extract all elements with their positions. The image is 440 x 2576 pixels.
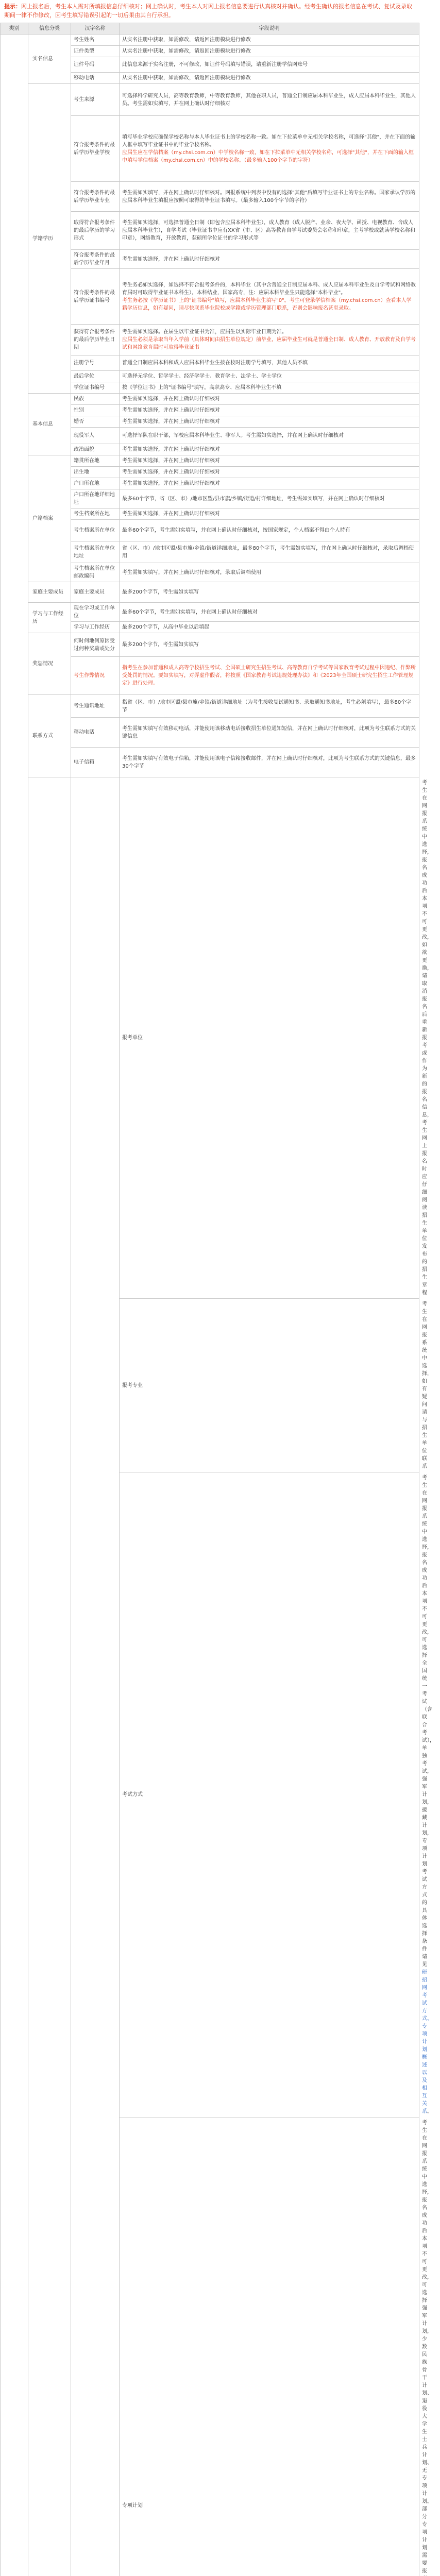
field-name: 获得符合报考条件的最后学历毕业日期 xyxy=(71,325,120,355)
field-desc: 考生需如实选择，并在网上确认时仔细核对 xyxy=(120,394,419,405)
desc-part: 考生在网报系统中选择，报名成功后本项不可更改，可选择全国统一考试（含联合考试），单独考试，强军计划，援藏计划，专项计划考试方式的具体选择条件请见 xyxy=(422,1475,435,1968)
field-desc xyxy=(120,657,419,695)
group-education: 学籍学历 xyxy=(28,84,71,394)
table-row xyxy=(1,582,419,603)
field-desc: 可选择无学位、哲学学士、经济学学士、教育学士、法学士、学士学位 xyxy=(120,371,419,382)
field-name: 性别 xyxy=(71,405,120,416)
field-desc: 省（区、市）/地市区盟/县市旗/乡镇/街道详细地址，最多80个字节，考生需如实填写，并在网上确认时仔细核对，录取后调档使用 xyxy=(120,541,419,563)
field-name: 符合报考条件的最后学历证书编号 xyxy=(71,269,120,325)
field-name: 报考单位 xyxy=(120,777,419,1299)
field-desc: 最多60个字节，考生需如实填写，并在网上确认时仔细核对 xyxy=(120,603,419,622)
desc-highlight: 应届生应在学信档案（my.chsi.com.cn）中学校名称一致，如在下拉菜单中无相关学校名称，可选择"其他"，并在下面的输入框中填写学信档案（my.chsi.com.cn）中的学校名称。（最多输入100个字节的字符） xyxy=(122,149,414,163)
table-row: 报考单位 考生在网报系统中选择，报名成功后本项不可更改，如欲更换，请取消报名后重新报考或作为新的报名信息，考生网上报名时应仔细阅读招生单位发布的招生章程 xyxy=(1,777,419,1299)
field-desc: 考生需如实填写有效移动电话，并能使用该移动电话接收招生单位通知短信，并在网上确认时仔细核对，此项为考生联系方式的关键信息 xyxy=(120,718,419,748)
col-header-desc: 字段说明 xyxy=(120,23,419,35)
table-header-row xyxy=(1,23,419,35)
field-name: 现在学习或工作单位 xyxy=(71,603,120,622)
field-name: 电子信箱 xyxy=(71,748,120,777)
field-desc: 考生需如实填写有效电子信箱，并能使用该电子信箱接收邮件，并在网上确认时仔细核对，此项为考生联系方式的关键信息，最多30个字节 xyxy=(120,748,419,777)
field-name: 证件号码 xyxy=(71,57,120,73)
field-desc: 考生需如实填写，并在网上确认时仔细核对，录取后调档使用 xyxy=(120,563,419,582)
field-desc: 考生需如实填写，并在网上确认时仔细核对。网报系统中列表中没有的选择"其他"后填写毕业证书上的专业名称。国家承认学历的应届本科毕业生填报应按照可取得的毕业证书填写。（最多输入100个字节的字符） xyxy=(120,182,419,212)
table-row xyxy=(1,633,419,657)
desc-part: 要如实填写，对弄虚作假者，将按照《国家教育考试违规处理办法》和《2023年全国硕士研究生招生工作管理规定》进行处理。 xyxy=(122,673,414,687)
field-desc: 从实名注册中获取，如需修改，请返回注册模块进行修改 xyxy=(120,35,419,46)
field-desc xyxy=(120,325,419,355)
field-name: 户口所在地详细地址 xyxy=(71,489,120,509)
field-name: 现役军人 xyxy=(71,428,120,444)
field-name: 考生档案所在单位 xyxy=(71,520,120,541)
field-name: 考生来源 xyxy=(71,84,120,116)
field-name: 考生通讯地址 xyxy=(71,695,120,718)
field-name: 政治面貌 xyxy=(71,444,120,455)
field-name: 婚否 xyxy=(71,416,120,428)
field-desc: 考生需如实选择，并在网上确认时仔细核对 xyxy=(120,455,419,467)
field-name: 移动电话 xyxy=(71,718,120,748)
col-header-field: 汉字名称 xyxy=(71,23,120,35)
field-name: 考生档案所在单位邮政编码 xyxy=(71,563,120,582)
group-basic: 基本信息 xyxy=(28,394,71,455)
desc-part: 考生务必如实选择，如选择不符合报考条件的，本科毕业（其中含普通全日制应届本科、成人应届本科毕业生及自学考试和网络教育届时可取得毕业证书本科生），本科结业，国家高专，注：应届本科毕业生只能选择"本科毕业"。 xyxy=(122,282,416,296)
notice-label: 提示： xyxy=(4,3,21,10)
field-desc: 可选择军队在职干部，军校应届本科毕业生、非军人。考生需如实选择，并在网上确认时仔细核对 xyxy=(120,428,419,444)
table-row: 报考专业 考生在网报系统中选择，如有疑问请与招生单位联系 xyxy=(1,1299,419,1472)
field-desc: 最多60个字节，考生需如实填写，并在网上确认时仔细核对，按国家规定，个人档案不得由个人持有 xyxy=(120,520,419,541)
field-name: 专项计划 xyxy=(120,2117,419,2576)
field-desc: 考生需如实选择，并在网上确认时仔细核对 xyxy=(120,416,419,428)
table-row xyxy=(1,603,419,622)
desc-highlight: 考生务必按《学历证书》上的"证书编号"填写，应届本科毕业生填写"0"。考生可登录学信档案（my.chsi.com.cn）查看本人学籍学历信息，如有疑问，请尽快联系毕业院校或学籍或学历管理部门联系，否则会影响报名甚至录取。 xyxy=(122,297,412,311)
desc-part: 考生在网报系统中选择，报名成功后本项不可更改，可选择强军计划，少数民族骨干计划、退役大学生士兵计划、无专项计划。部分专项计划需要报 xyxy=(422,2120,432,2574)
field-name: 考试方式 xyxy=(120,1472,419,2117)
field-name: 报考专业 xyxy=(120,1299,419,1472)
group-experience: 学习与工作经历 xyxy=(28,603,71,633)
field-desc: 考生需如实选择，并在网上确认时仔细核对 xyxy=(120,250,419,269)
field-desc: 考生需如实选择，并在网上确认时仔细核对 xyxy=(120,478,419,489)
field-name: 移动电话 xyxy=(71,73,120,84)
field-desc: 从实名注册中获取，如需修改，请返回注册模块进行修改 xyxy=(120,46,419,57)
group-household: 户籍档案 xyxy=(28,455,71,582)
field-desc xyxy=(120,269,419,325)
col-header-group: 信息分类 xyxy=(28,23,71,35)
field-name: 家庭主要成员 xyxy=(71,582,120,603)
field-name: 取得符合报考条件的最后学历的学习形式 xyxy=(71,212,120,250)
overview-link[interactable]: 研招网考试方式、专项计划概述以及相互关系 xyxy=(422,1970,432,2115)
field-name: 何时何地何原因受过何种奖励或处分 xyxy=(71,633,120,657)
desc-part: 填写毕业学校应确保学校名称与本人毕业证书上的学校名称一致。如在下拉菜单中无相关学校名称，可选择"其他"，并在下面的输入框中填写毕业证书中的毕业学校名称。 xyxy=(122,134,416,148)
table-row xyxy=(1,695,419,718)
category-application xyxy=(28,777,71,2576)
field-name: 民族 xyxy=(71,394,120,405)
field-desc: 普通全日制应届本科和成人应届本科毕业生按在校时注册学号填写，其他人员不填 xyxy=(120,355,419,371)
field-desc: 指省（区、市）/地市区盟/县市旗/乡镇/街道详细地址（为考生接收复试通知书、录取通知书地址，考生必须填写），最多80个字节 xyxy=(120,695,419,718)
group-realname: 实名信息 xyxy=(28,35,71,84)
notice-text: 网上报名后，考生本人需对所填报信息仔细核对；网上确认时，考生本人对网上报名信息要进行认真核对并确认。经考生确认的报名信息在考试、复试及录取期间一律不作修改，因考生填写错误引起的一切后果由其自行承担。 xyxy=(4,3,412,19)
field-name: 符合报考条件的最后学历毕业年月 xyxy=(71,250,120,269)
field-name: 注册学号 xyxy=(71,355,120,371)
field-name: 证件类型 xyxy=(71,46,120,57)
field-name: 户口所在地 xyxy=(71,478,120,489)
field-desc: 可选择科学研究人员，高等教育教师，中等教育教师，其他在职人员，普通全日制应届本科毕业生，成人应届本科毕业生，其他人员。考生需如实填写，并在网上确认时仔细核对 xyxy=(120,84,419,116)
field-name: 最后学位 xyxy=(71,371,120,382)
desc-part: 指考生在参加普通和成人高等学校招生考试、全国硕士研究生招生考试、高等教育自学考试等国家教育考试过程中因违纪、作弊所受处罚的情况。 xyxy=(122,665,416,679)
table-row xyxy=(1,394,419,405)
field-desc: 最多200个字节，从高中毕业以后填起 xyxy=(120,622,419,633)
table-row xyxy=(1,455,419,467)
field-desc: 考生需如实选择，并在网上确认时仔细核对 xyxy=(120,467,419,478)
notice-banner xyxy=(0,0,419,23)
field-name: 符合报考条件的最后学历毕业专业 xyxy=(71,182,120,212)
desc-part: 考生需如实选择。在届生以毕业证书为准，应届生以实际毕业日期为准。 xyxy=(122,329,287,335)
table-row xyxy=(1,35,419,46)
field-desc: 此信息来源于实名注册，不可修改，如证件号码填写错误，请重新注册学信网账号 xyxy=(120,57,419,73)
field-name: 考生档案所在单位地址 xyxy=(71,541,120,563)
field-name: 考生档案所在地 xyxy=(71,509,120,520)
group-contact: 联系方式 xyxy=(28,695,71,777)
field-name: 籍贯所在地 xyxy=(71,455,120,467)
desc-highlight: 应届生必须是录取当年入学前（具体时间由招生单位规定）前毕业，应届毕业生可就是普通全日制、成人教育、开放教育及自学考试和网络教育届时可取得毕业证书 xyxy=(122,337,416,351)
field-desc: 考生需如实选择，并在网上确认时仔细核对 xyxy=(120,405,419,416)
field-table xyxy=(0,23,435,2576)
field-desc: 按《学位证书》上的"证书编号"填写，高职高专、应届本科毕业生不填 xyxy=(120,382,419,394)
group-awards: 奖惩情况 xyxy=(28,633,71,695)
field-desc: 最多200个字节，考生需如实填写 xyxy=(120,582,419,603)
category-candidate xyxy=(1,35,28,2576)
field-name: 学位证书编号 xyxy=(71,382,120,394)
field-desc: 最多60个字节，省（区、市）/地市区盟/县市旗/乡镇/街道/村详细地址，考生需如实填写，并在网上确认时仔细核对 xyxy=(120,489,419,509)
group-application xyxy=(71,777,120,2576)
table-row xyxy=(1,84,419,116)
field-name: 符合报考条件的最后学历毕业学校 xyxy=(71,116,120,182)
field-desc: 考生需如实选择，并在网上确认时仔细核对 xyxy=(120,444,419,455)
field-name: 学习与工作经历 xyxy=(71,622,120,633)
field-name: 考生姓名 xyxy=(71,35,120,46)
group-family: 家庭主要成员 xyxy=(28,582,71,603)
field-desc: 考生需如实选择，并在网上确认时仔细核对 xyxy=(120,509,419,520)
field-name: 考生作弊情况 xyxy=(71,657,120,695)
field-desc: 最多200个字节，考生需如实填写 xyxy=(120,633,419,657)
col-header-category: 类别 xyxy=(1,23,28,35)
field-name: 出生地 xyxy=(71,467,120,478)
field-desc xyxy=(120,116,419,182)
desc-part: 。 xyxy=(427,2109,432,2115)
field-desc: 从实名注册中获取，如需修改，请返回注册模块进行修改 xyxy=(120,73,419,84)
field-desc: 考生需如实选择，可选择普通全日制（即包含应届本科毕业生），成人教育（成人脱产、业余、夜大学、函授、电视教育、含成人应届本科毕业生），自学考试（毕业证书中应有XX省（市、区）高等教育自学考试委员会名称和印章，主考学校或就读学校名称和印章），网络教育，开放教育，获硕所学位证书的学习形式等 xyxy=(120,212,419,250)
